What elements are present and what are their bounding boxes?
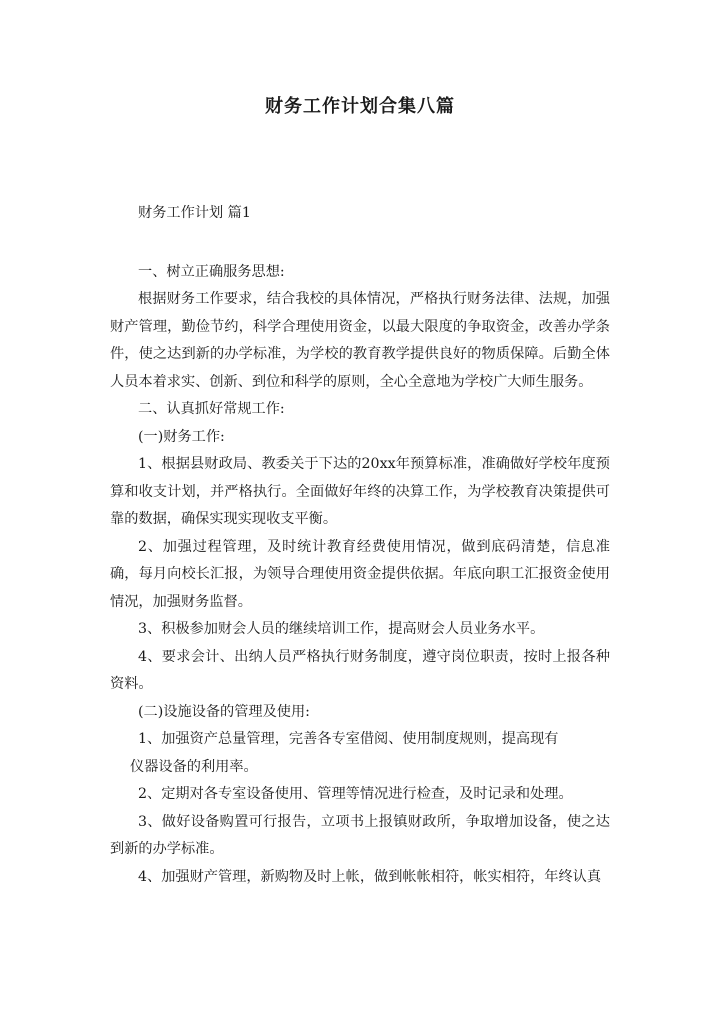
subheading-equipment: (二)设施设备的管理及使用:: [138, 703, 310, 720]
paragraph: 根据财务工作要求，结合我校的具体情况，严格执行财务法律、法规，加强财产管理，勤俭节约，科学合理使用资金，以最大限度的争取资金，改善办学条件，使之达到新的办学标准，为学校的教育教学提供良好的物质保障。后勤全体人员本着求实、创新、到位和科学的原则，全心全意地为学校广大师生服务。: [110, 291, 610, 390]
document-body: [110, 200, 610, 891]
heading-1: 一、树立正确服务思想:: [138, 263, 285, 280]
list-item: 3、积极参加财会人员的继续培训工作，提高财会人员业务水平。: [138, 621, 545, 637]
heading-2: 二、认真抓好常规工作:: [138, 401, 285, 417]
list-item: 4、要求会计、出纳人员严格执行财务制度，遵守岗位职责，按时上报各种资料。: [110, 648, 610, 692]
list-item: 2、定期对各专室设备使用、管理等情况进行检查，及时记录和处理。: [138, 786, 573, 802]
list-item: 3、做好设备购置可行报告，立项书上报镇财政所，争取增加设备，使之达到新的办学标准。: [110, 813, 610, 857]
section-subtitle: 财务工作计划 篇1: [138, 205, 251, 221]
document-title: 财务工作计划合集八篇: [265, 96, 455, 117]
list-item: 1、加强资产总量管理，完善各专室借阅、使用制度规则，提高现有: [138, 731, 559, 747]
list-item: 4、加强财产管理，新购物及时上帐，做到帐帐相符，帐实相符，年终认真: [138, 868, 602, 885]
subheading-finance: (一)财务工作:: [138, 428, 225, 445]
list-item: 2、加强过程管理，及时统计教育经费使用情况，做到底码清楚，信息准确，每月向校长汇报，为领导合理使用资金提供依据。年底向职工汇报资金使用情况，加强财务监督。: [110, 538, 610, 610]
list-item-continuation: 仪器设备的利用率。: [130, 758, 258, 775]
list-item: 1、根据县财政局、教委关于下达的20xx年预算标准，准确做好学校年度预算和收支计划，并严格执行。全面做好年终的决算工作，为学校教育决策提供可靠的数据，确保实现实现收支平衡。: [110, 456, 610, 527]
